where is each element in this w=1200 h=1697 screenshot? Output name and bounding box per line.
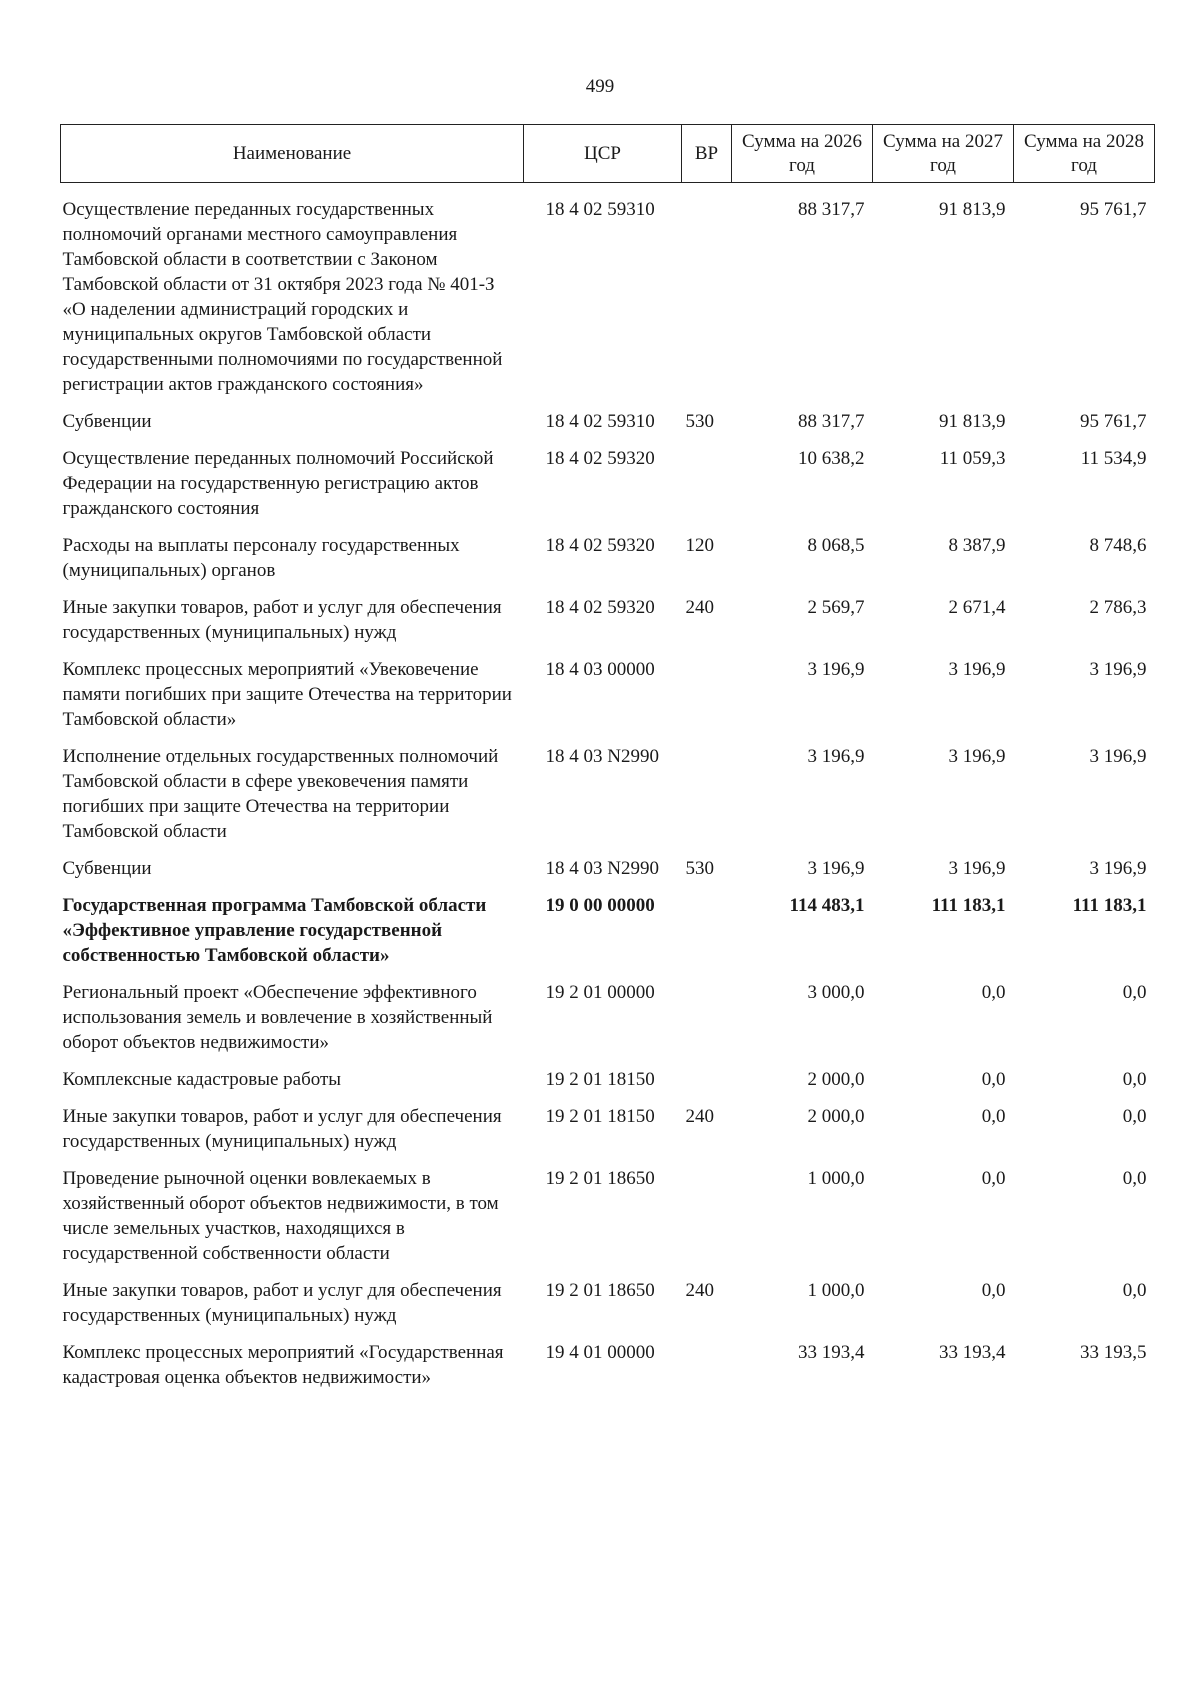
table-row — [61, 886, 1155, 973]
row-vr — [682, 973, 732, 1060]
row-name: Комплекс процессных мероприятий «Увековечение памяти погибших при защите Отечества на территории Тамбовской области» — [62, 659, 512, 730]
row-sum-2027: 0,0 — [981, 1280, 1006, 1301]
table-row — [61, 849, 1155, 886]
row-sum-2026: 2 569,7 — [807, 597, 865, 618]
row-name: Осуществление переданных государственных полномочий органами местного самоуправления Тамбовской области в соответствии с Законом Тамбовской области от 31 октября 2023 года № 401-З «О наделении администраций городских и муниципальных округов Тамбовской области государственными полномочиями по государственной регистрации актов гражданского состояния» — [62, 199, 503, 395]
row-name: Региональный проект «Обеспечение эффективного использования земель и вовлечение в хозяйственный оборот объектов недвижимости» — [62, 982, 493, 1053]
row-name: Осуществление переданных полномочий Российской Федерации на государственную регистрацию актов гражданского состояния — [62, 448, 494, 519]
row-vr: 530 — [685, 411, 714, 432]
row-vr: 240 — [685, 1280, 714, 1301]
row-sum-2026: 114 483,1 — [789, 895, 865, 916]
row-name: Иные закупки товаров, работ и услуг для обеспечения государственных (муниципальных) нужд — [62, 1280, 502, 1326]
table-row — [61, 183, 1155, 403]
row-csr: 18 4 03 N2990 — [545, 746, 659, 767]
row-sum-2027: 33 193,4 — [939, 1342, 1006, 1363]
table-row — [61, 650, 1155, 737]
header-sum-2027: Сумма на 2027 год — [873, 125, 1014, 183]
row-sum-2026: 33 193,4 — [798, 1342, 865, 1363]
row-sum-2028: 3 196,9 — [1089, 659, 1147, 680]
row-sum-2026: 3 196,9 — [807, 858, 865, 879]
row-vr — [682, 1060, 732, 1097]
row-sum-2027: 0,0 — [981, 1168, 1006, 1189]
table-row — [61, 1060, 1155, 1097]
header-csr: ЦСР — [524, 125, 682, 183]
table-row — [61, 402, 1155, 439]
table-body — [61, 183, 1155, 1396]
header-vr: ВР — [682, 125, 732, 183]
row-sum-2028: 3 196,9 — [1089, 746, 1147, 767]
row-sum-2027: 91 813,9 — [939, 411, 1006, 432]
row-csr: 19 2 01 18650 — [545, 1168, 655, 1189]
row-csr: 19 4 01 00000 — [545, 1342, 655, 1363]
row-sum-2027: 11 059,3 — [939, 448, 1006, 469]
row-name: Субвенции — [62, 858, 152, 879]
row-csr: 18 4 02 59320 — [545, 535, 655, 556]
row-name: Иные закупки товаров, работ и услуг для обеспечения государственных (муниципальных) нужд — [62, 597, 502, 643]
table-row — [61, 973, 1155, 1060]
row-name: Комплекс процессных мероприятий «Государственная кадастровая оценка объектов недвижимости» — [62, 1342, 504, 1388]
row-sum-2026: 88 317,7 — [798, 411, 865, 432]
row-vr — [682, 737, 732, 849]
row-csr: 19 2 01 18650 — [545, 1280, 655, 1301]
row-sum-2028: 0,0 — [1122, 982, 1147, 1003]
row-sum-2027: 0,0 — [981, 1106, 1006, 1127]
page-number: 499 — [585, 76, 615, 97]
row-csr: 18 4 03 N2990 — [545, 858, 659, 879]
row-sum-2026: 3 196,9 — [807, 659, 865, 680]
header-name: Наименование — [61, 125, 524, 183]
table-row — [61, 526, 1155, 588]
row-sum-2027: 3 196,9 — [948, 746, 1006, 767]
table-row — [61, 737, 1155, 849]
row-sum-2026: 88 317,7 — [798, 199, 865, 220]
row-name: Иные закупки товаров, работ и услуг для обеспечения государственных (муниципальных) нужд — [62, 1106, 502, 1152]
row-sum-2026: 2 000,0 — [807, 1069, 865, 1090]
row-vr: 530 — [685, 858, 714, 879]
row-vr — [682, 183, 732, 403]
row-vr — [682, 439, 732, 526]
row-vr — [682, 886, 732, 973]
row-sum-2026: 3 196,9 — [807, 746, 865, 767]
row-vr — [682, 1159, 732, 1271]
row-sum-2028: 95 761,7 — [1080, 199, 1147, 220]
row-vr: 240 — [685, 597, 714, 618]
row-sum-2028: 33 193,5 — [1080, 1342, 1147, 1363]
row-sum-2027: 0,0 — [981, 1069, 1006, 1090]
row-name: Исполнение отдельных государственных полномочий Тамбовской области в сфере увековечения памяти погибших при защите Отечества на территории Тамбовской области — [62, 746, 499, 842]
row-sum-2028: 8 748,6 — [1089, 535, 1147, 556]
table-header — [61, 125, 1155, 183]
row-sum-2028: 95 761,7 — [1080, 411, 1147, 432]
row-sum-2026: 2 000,0 — [807, 1106, 865, 1127]
row-csr: 19 2 01 18150 — [545, 1069, 655, 1090]
table-row — [61, 439, 1155, 526]
row-sum-2028: 2 786,3 — [1089, 597, 1147, 618]
row-vr: 240 — [685, 1106, 714, 1127]
row-sum-2027: 111 183,1 — [931, 895, 1006, 916]
row-sum-2028: 111 183,1 — [1072, 895, 1147, 916]
row-sum-2027: 3 196,9 — [948, 858, 1006, 879]
row-sum-2026: 1 000,0 — [807, 1280, 865, 1301]
row-vr — [682, 1333, 732, 1395]
row-sum-2027: 2 671,4 — [948, 597, 1006, 618]
row-name: Проведение рыночной оценки вовлекаемых в хозяйственный оборот объектов недвижимости, в том числе земельных участков, находящихся в государственной собственности области — [62, 1168, 499, 1264]
row-sum-2026: 8 068,5 — [807, 535, 865, 556]
row-sum-2028: 3 196,9 — [1089, 858, 1147, 879]
row-sum-2028: 0,0 — [1122, 1168, 1147, 1189]
table-row — [61, 1097, 1155, 1159]
row-csr: 19 2 01 00000 — [545, 982, 655, 1003]
row-sum-2027: 91 813,9 — [939, 199, 1006, 220]
header-sum-2028: Сумма на 2028 год — [1014, 125, 1155, 183]
row-sum-2027: 0,0 — [981, 982, 1006, 1003]
header-sum-2026: Сумма на 2026 год — [732, 125, 873, 183]
row-vr — [682, 650, 732, 737]
row-csr: 18 4 02 59310 — [545, 199, 655, 220]
row-csr: 19 0 00 00000 — [545, 895, 655, 916]
row-name: Комплексные кадастровые работы — [62, 1069, 342, 1090]
row-sum-2028: 0,0 — [1122, 1280, 1147, 1301]
row-csr: 18 4 02 59320 — [545, 597, 655, 618]
row-name: Расходы на выплаты персоналу государственных (муниципальных) органов — [62, 535, 460, 581]
row-csr: 18 4 03 00000 — [545, 659, 655, 680]
row-csr: 18 4 02 59320 — [545, 448, 655, 469]
row-sum-2028: 11 534,9 — [1080, 448, 1147, 469]
row-sum-2028: 0,0 — [1122, 1106, 1147, 1127]
row-name: Субвенции — [62, 411, 152, 432]
row-sum-2026: 3 000,0 — [807, 982, 865, 1003]
row-name: Государственная программа Тамбовской области «Эффективное управление государственной собственностью Тамбовской области» — [62, 895, 487, 966]
row-csr: 18 4 02 59310 — [545, 411, 655, 432]
table-row — [61, 1159, 1155, 1271]
row-sum-2026: 1 000,0 — [807, 1168, 865, 1189]
row-sum-2027: 8 387,9 — [948, 535, 1006, 556]
row-sum-2027: 3 196,9 — [948, 659, 1006, 680]
row-sum-2028: 0,0 — [1122, 1069, 1147, 1090]
row-csr: 19 2 01 18150 — [545, 1106, 655, 1127]
table-row — [61, 1333, 1155, 1395]
budget-table — [60, 124, 1155, 1395]
row-vr: 120 — [685, 535, 714, 556]
table-row — [61, 588, 1155, 650]
row-sum-2026: 10 638,2 — [798, 448, 865, 469]
table-row — [61, 1271, 1155, 1333]
